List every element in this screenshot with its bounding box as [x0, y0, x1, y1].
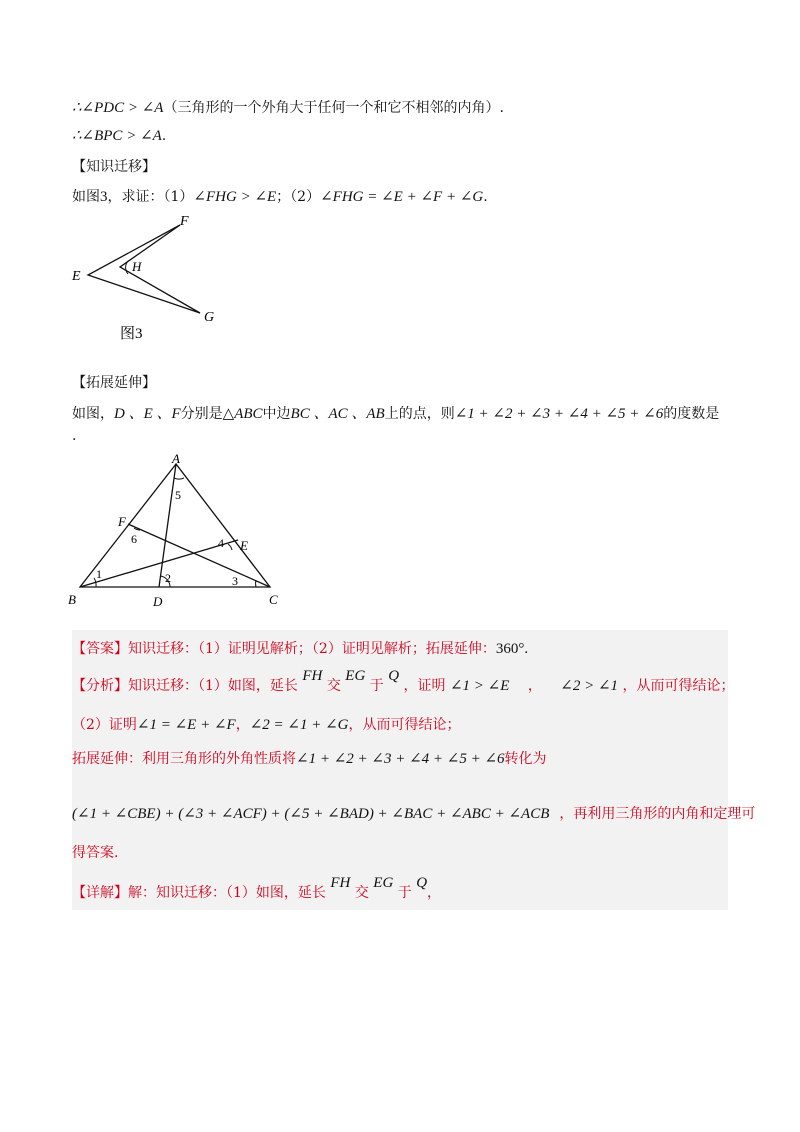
- prove-sep: ；（2）: [276, 189, 321, 205]
- line-pdc: [72, 97, 504, 117]
- analysis2-math-2: ∠2 = ∠1 + ∠G: [249, 717, 349, 733]
- analysis2-comma: ，: [235, 717, 250, 733]
- label-angle-6: 6: [131, 532, 137, 546]
- question-expression: ∠1 + ∠2 + ∠3 + ∠4 + ∠5 + ∠6: [454, 406, 664, 422]
- question-t2: 中边: [262, 406, 291, 422]
- math-prove-1: ∠FHG > ∠E: [193, 189, 277, 205]
- label-angle-1: 1: [96, 567, 102, 581]
- label-d: D: [153, 594, 163, 609]
- line-question: [72, 402, 719, 423]
- analysis-q: Q: [388, 668, 400, 684]
- answer-value: 360°.: [495, 641, 529, 657]
- label-c: C: [269, 592, 278, 607]
- label-e: E: [240, 538, 248, 553]
- analysis-t2: ，证明: [403, 678, 446, 694]
- analysis-line-1: [72, 668, 735, 695]
- segment-be: [80, 540, 238, 587]
- solution-background: [72, 630, 728, 910]
- label-f: F: [118, 514, 126, 529]
- segment-cf: [128, 524, 270, 587]
- math-pdc: ∴∠PDC > ∠A: [72, 100, 164, 116]
- detail-fh: FH: [330, 875, 351, 891]
- analysis-fh: FH: [302, 668, 323, 684]
- analysis-math-2: ∠2 > ∠1: [560, 678, 619, 694]
- label-a: A: [172, 452, 180, 466]
- answer-line: [72, 638, 528, 658]
- fig3-label-e: E: [72, 269, 81, 284]
- analysis-eg: EG: [345, 668, 366, 684]
- question-prefix: 如图，: [72, 406, 114, 422]
- analysis-line-2: [72, 714, 461, 734]
- detail-eg: EG: [373, 875, 394, 891]
- prove-end: .: [483, 189, 488, 205]
- analysis-line-4: [72, 803, 755, 823]
- analysis3-t1: 拓展延伸：利用三角形的外角性质将: [72, 751, 296, 767]
- question-t1: 分别是: [180, 406, 223, 422]
- analysis4-math: (∠1 + ∠CBE) + (∠3 + ∠ACF) + (∠5 + ∠BAD) + ∠BAC + ∠ABC + ∠ACB: [72, 806, 550, 822]
- question-sides: BC 、AC 、AB: [290, 406, 385, 422]
- analysis-yu: 于: [369, 678, 384, 694]
- question-end-dot: .: [72, 428, 77, 444]
- heading-extension: 【拓展延伸】: [72, 375, 156, 391]
- analysis-comma: ，: [527, 678, 542, 694]
- question-t4: 的度数是: [663, 406, 720, 422]
- detail-q: Q: [416, 875, 428, 891]
- line-bpc-end: .: [161, 128, 167, 144]
- analysis-line-5: 得答案.: [72, 845, 119, 861]
- analysis-t3: ，从而可得结论；: [622, 678, 735, 694]
- question-t3: 上的点，则: [384, 406, 455, 422]
- detail-tag: 【详解】: [72, 885, 128, 901]
- analysis2-t1: （2）证明: [72, 717, 137, 733]
- analysis4-t: ，再利用三角形的内角和定理可: [559, 806, 756, 822]
- analysis2-t2: ，从而可得结论；: [348, 717, 461, 733]
- prove-mid: ，求证：（1）: [107, 189, 194, 205]
- answer-text: 知识迁移：（1）证明见解析；（2）证明见解析；拓展延伸：: [128, 641, 496, 657]
- analysis3-math: ∠1 + ∠2 + ∠3 + ∠4 + ∠5 + ∠6: [296, 751, 505, 767]
- line-pdc-text: （三角形的一个外角大于任何一个和它不相邻的内角）.: [163, 100, 504, 116]
- line-bpc: [72, 126, 166, 145]
- label-angle-5: 5: [175, 488, 181, 502]
- arc-4: [228, 544, 232, 550]
- question-triangle: △ABC: [222, 406, 263, 422]
- figure-triangle: [60, 452, 300, 612]
- triangle-abc: [80, 464, 270, 587]
- detail-t1: 解：知识迁移：（1）如图，延长: [128, 885, 326, 901]
- fig3-caption: 图3: [120, 326, 143, 342]
- math-bpc: ∴∠BPC > ∠A: [72, 128, 162, 144]
- line-prove: [72, 186, 488, 206]
- question-points: D 、E 、F: [114, 406, 181, 422]
- math-prove-2: ∠FHG = ∠E + ∠F + ∠G: [320, 189, 484, 205]
- analysis-t1: 知识迁移：（1）如图，延长: [128, 678, 298, 694]
- detail-jiao: 交: [354, 885, 369, 901]
- prove-prefix: 如图: [72, 189, 100, 205]
- answer-tag: 【答案】: [72, 641, 128, 657]
- prove-fig-number: 3: [100, 189, 108, 205]
- detail-end: ，: [427, 885, 442, 901]
- label-b: B: [68, 592, 76, 607]
- fig3-outer-lines: [88, 225, 200, 313]
- label-angle-4: 4: [218, 536, 224, 550]
- analysis-tag: 【分析】: [72, 678, 128, 694]
- detail-line: [72, 875, 442, 902]
- figure-3: [60, 205, 240, 345]
- analysis2-math-1: ∠1 = ∠E + ∠F: [136, 717, 236, 733]
- analysis-line-3: [72, 748, 547, 768]
- label-angle-2: 2: [165, 571, 171, 585]
- detail-yu: 于: [397, 885, 412, 901]
- fig3-label-h: H: [132, 259, 142, 274]
- arc-5: [174, 478, 184, 479]
- label-angle-3: 3: [232, 574, 238, 588]
- fig3-label-f: F: [180, 214, 189, 229]
- analysis-math-1: ∠1 > ∠E: [449, 678, 510, 694]
- analysis3-t2: 转化为: [504, 751, 547, 767]
- heading-knowledge-transfer: 【知识迁移】: [72, 159, 156, 175]
- fig3-label-g: G: [204, 310, 215, 325]
- analysis-jiao: 交: [326, 678, 341, 694]
